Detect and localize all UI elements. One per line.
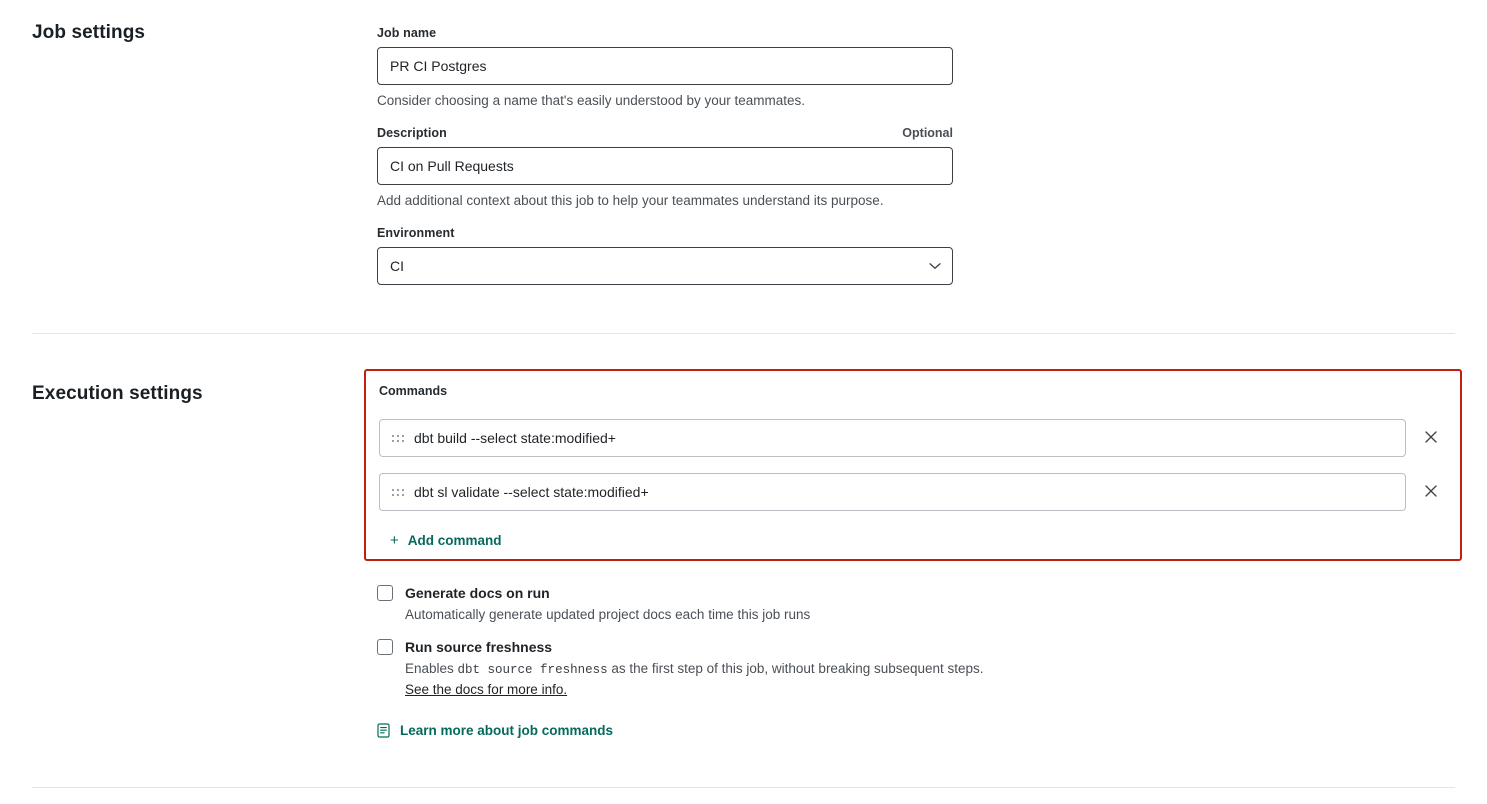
job-name-input[interactable] (377, 47, 953, 85)
job-name-help: Consider choosing a name that's easily understood by your teammates. (377, 93, 806, 108)
document-icon (377, 723, 390, 738)
job-name-label-row (377, 26, 953, 40)
source-freshness-desc-mid: as the first step of this job, without breaking subsequent steps. (607, 661, 984, 676)
environment-select-value[interactable]: CI (377, 247, 953, 285)
generate-docs-checkbox[interactable] (377, 585, 393, 601)
command-input[interactable] (379, 473, 1406, 511)
source-freshness-docs-link[interactable]: See the docs for more info. (405, 681, 568, 697)
generate-docs-label: Generate docs on run (405, 585, 550, 601)
source-freshness-command: dbt source freshness (457, 663, 608, 677)
environment-label: Environment (377, 226, 455, 240)
add-command-label: Add command (407, 533, 502, 548)
source-freshness-option (377, 639, 985, 700)
source-freshness-desc-pre: Enables (405, 661, 458, 676)
drag-handle-icon[interactable] (390, 429, 404, 447)
command-input[interactable] (379, 419, 1406, 457)
learn-more-link[interactable] (377, 723, 613, 738)
job-name-field-group (377, 26, 953, 108)
source-freshness-checkbox[interactable] (377, 639, 393, 655)
description-help: Add additional context about this job to help your teammates understand its purpose. (377, 193, 884, 208)
command-text: dbt sl validate --select state:modified+ (414, 484, 649, 500)
description-field-group (377, 126, 953, 208)
job-name-label: Job name (377, 26, 437, 40)
remove-command-button[interactable] (1417, 478, 1445, 506)
close-icon (1424, 484, 1438, 501)
source-freshness-description (405, 659, 985, 700)
execution-settings-heading: Execution settings (32, 383, 203, 404)
learn-more-label: Learn more about job commands (400, 723, 614, 738)
close-icon (1424, 430, 1438, 447)
description-input[interactable] (377, 147, 953, 185)
plus-icon: + (390, 532, 399, 549)
commands-panel (364, 369, 1462, 561)
generate-docs-description: Automatically generate updated project docs each time this job runs (405, 607, 811, 622)
generate-docs-head (377, 585, 810, 601)
description-label: Description (377, 126, 447, 140)
job-settings-heading: Job settings (32, 22, 146, 43)
source-freshness-label: Run source freshness (405, 639, 553, 655)
environment-field-group (377, 226, 953, 285)
generate-docs-option (377, 585, 810, 625)
description-label-row (377, 126, 953, 140)
command-row (379, 473, 1445, 511)
source-freshness-head (377, 639, 985, 655)
command-text: dbt build --select state:modified+ (414, 430, 616, 446)
add-command-button[interactable] (390, 533, 502, 548)
remove-command-button[interactable] (1417, 424, 1445, 452)
environment-label-row (377, 226, 953, 240)
section-divider-top (32, 333, 1455, 334)
commands-label: Commands (379, 384, 448, 398)
section-divider-bottom (32, 787, 1455, 788)
drag-handle-icon[interactable] (390, 483, 404, 501)
description-optional-label: Optional (902, 126, 953, 140)
command-row (379, 419, 1445, 457)
environment-select[interactable] (377, 247, 953, 285)
